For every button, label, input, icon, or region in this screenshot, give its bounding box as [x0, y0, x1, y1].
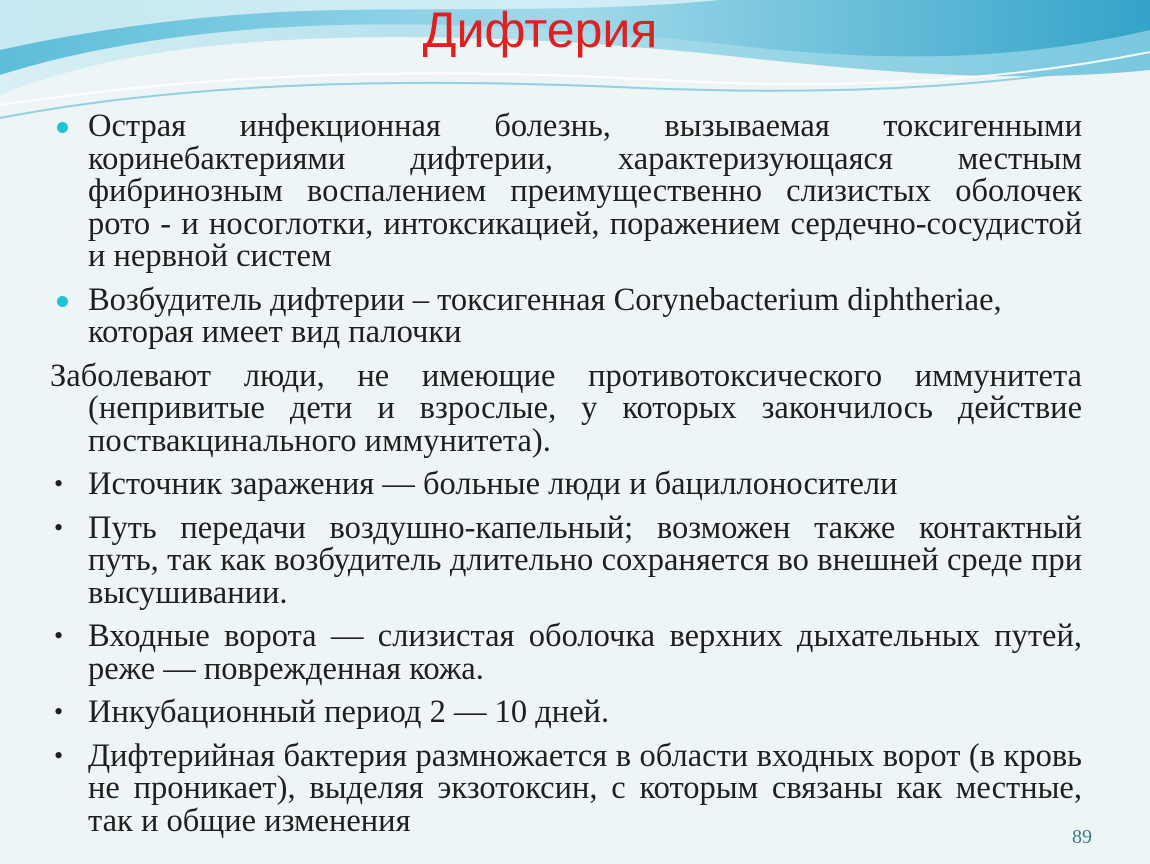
slide-title: Дифтерия [422, 2, 658, 58]
page-number: 89 [1072, 826, 1092, 848]
bullet-icon: • [54, 697, 64, 726]
paragraph-text: Путь передачи воздушно-капельный; возможен также контактный путь, так как возбудитель длительно сохраняется во внешней среде при высушивании. [88, 509, 1082, 611]
paragraph-pathogenesis [50, 737, 1082, 839]
paragraph-text: Острая инфекционная болезнь, вызываемая токсигенными коринебактериями дифтерии, характеризующаяся местным фибринозным воспалением преимущественно слизистых оболочек рото - и носоглотки, интоксикацией, поражением сердечно-сосудистой и нервной систем [88, 108, 1082, 274]
paragraph-susceptible [50, 357, 1082, 459]
paragraph-incubation [50, 696, 1082, 729]
bullet-icon [57, 296, 68, 307]
paragraph-text: Инкубационный период 2 — 10 дней. [88, 694, 610, 730]
bullet-icon: • [54, 469, 64, 498]
paragraph-text: Источник заражения — больные люди и бациллоносители [88, 466, 898, 502]
bullet-icon: • [54, 621, 64, 650]
paragraph-definition [50, 110, 1082, 273]
paragraph-pathogen [50, 281, 1082, 350]
bullet-icon [57, 122, 68, 133]
slide-content [50, 110, 1082, 837]
paragraph-transmission [50, 509, 1082, 611]
paragraph-text: Возбудитель дифтерии – токсигенная Corynebacterium diphtheriae, которая имеет вид палочки [88, 281, 1002, 350]
paragraph-text: Заболевают люди, не имеющие противотоксического иммунитета (непривитые дети и взрослые, у которых закончилось действие поствакцинального иммунитета). [50, 357, 1082, 459]
bullet-icon: • [54, 512, 64, 542]
bullet-icon: • [54, 740, 64, 770]
paragraph-text: Входные ворота — слизистая оболочка верхних дыхательных путей, реже — поврежденная кожа. [88, 618, 1082, 687]
paragraph-source [50, 468, 1082, 501]
paragraph-text: Дифтерийная бактерия размножается в области входных ворот (в кровь не проникает), выделяя экзотоксин, с которым связаны как местные, так и общие изменения [88, 737, 1082, 839]
paragraph-entry [50, 620, 1082, 685]
